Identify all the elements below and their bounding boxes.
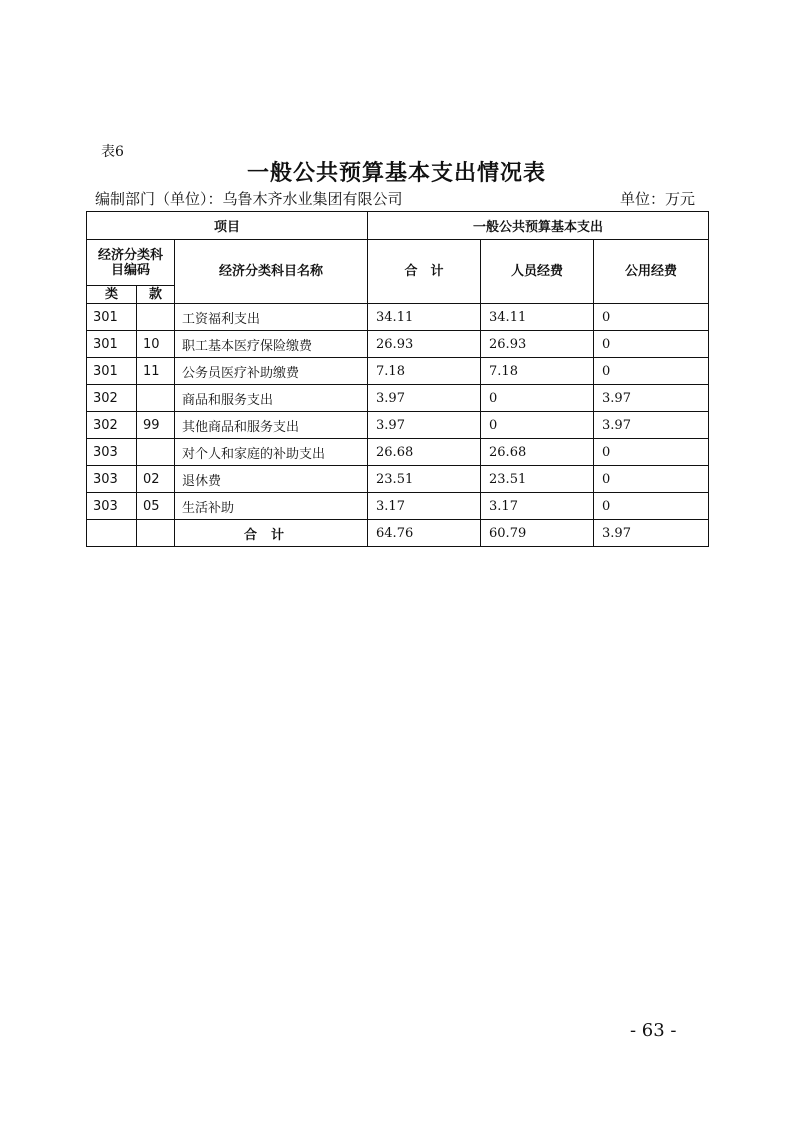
table-row [87,412,709,439]
header-category: 类 [87,286,137,304]
table-row [87,331,709,358]
cell-name: 对个人和家庭的补助支出 [175,439,368,466]
cell-public: 0 [594,331,709,358]
cell-item [137,385,175,412]
cell-personnel: 0 [481,385,594,412]
budget-table [86,211,709,547]
header-basic-expense: 一般公共预算基本支出 [368,212,709,240]
summary-personnel: 60.79 [481,520,594,547]
cell-total: 26.68 [368,439,481,466]
cell-public: 3.97 [594,385,709,412]
header-row-1 [87,212,709,240]
cell-item [137,520,175,547]
cell-name: 公务员医疗补助缴费 [175,358,368,385]
cell-item: 11 [137,358,175,385]
table-row [87,304,709,331]
cell-category: 303 [87,466,137,493]
cell-public: 0 [594,358,709,385]
cell-public: 0 [594,304,709,331]
cell-personnel: 7.18 [481,358,594,385]
cell-item [137,304,175,331]
page-number: - 63 - [630,1020,677,1041]
cell-name: 其他商品和服务支出 [175,412,368,439]
header-econ-name: 经济分类科目名称 [175,240,368,304]
header-item: 款 [137,286,175,304]
document-title: 一般公共预算基本支出情况表 [246,161,546,186]
cell-category: 301 [87,304,137,331]
cell-public: 0 [594,493,709,520]
cell-total: 3.97 [368,412,481,439]
cell-personnel: 26.93 [481,331,594,358]
cell-item: 02 [137,466,175,493]
table-row [87,358,709,385]
cell-personnel: 34.11 [481,304,594,331]
cell-category: 301 [87,331,137,358]
summary-label: 合计 [175,520,368,547]
cell-name: 商品和服务支出 [175,385,368,412]
cell-item: 10 [137,331,175,358]
header-personnel: 人员经费 [481,240,594,304]
cell-item: 99 [137,412,175,439]
cell-category: 302 [87,385,137,412]
header-project: 项目 [87,212,368,240]
cell-personnel: 23.51 [481,466,594,493]
header-total: 合 计 [368,240,481,304]
cell-total: 7.18 [368,358,481,385]
header-public: 公用经费 [594,240,709,304]
cell-total: 3.97 [368,385,481,412]
currency-unit: 单位：万元 [619,190,695,208]
summary-row [87,520,709,547]
cell-name: 生活补助 [175,493,368,520]
cell-public: 0 [594,466,709,493]
cell-personnel: 3.17 [481,493,594,520]
meta-row [95,188,695,209]
cell-category: 303 [87,439,137,466]
table-row [87,439,709,466]
table-number: 表6 [101,144,124,160]
table-row [87,385,709,412]
cell-item [137,439,175,466]
cell-category: 302 [87,412,137,439]
cell-public: 0 [594,439,709,466]
unit-name: 编制部门（单位）：乌鲁木齐水业集团有限公司 [95,190,403,208]
cell-total: 23.51 [368,466,481,493]
cell-item: 05 [137,493,175,520]
header-econ-code: 经济分类科目编码 [87,240,175,286]
cell-name: 退休费 [175,466,368,493]
cell-personnel: 0 [481,412,594,439]
cell-total: 34.11 [368,304,481,331]
cell-name: 职工基本医疗保险缴费 [175,331,368,358]
summary-total: 64.76 [368,520,481,547]
cell-total: 3.17 [368,493,481,520]
cell-personnel: 26.68 [481,439,594,466]
cell-public: 3.97 [594,412,709,439]
cell-name: 工资福利支出 [175,304,368,331]
cell-category: 303 [87,493,137,520]
table-row [87,493,709,520]
cell-category [87,520,137,547]
cell-category: 301 [87,358,137,385]
summary-public: 3.97 [594,520,709,547]
header-row-2 [87,240,709,286]
table-row [87,466,709,493]
cell-total: 26.93 [368,331,481,358]
